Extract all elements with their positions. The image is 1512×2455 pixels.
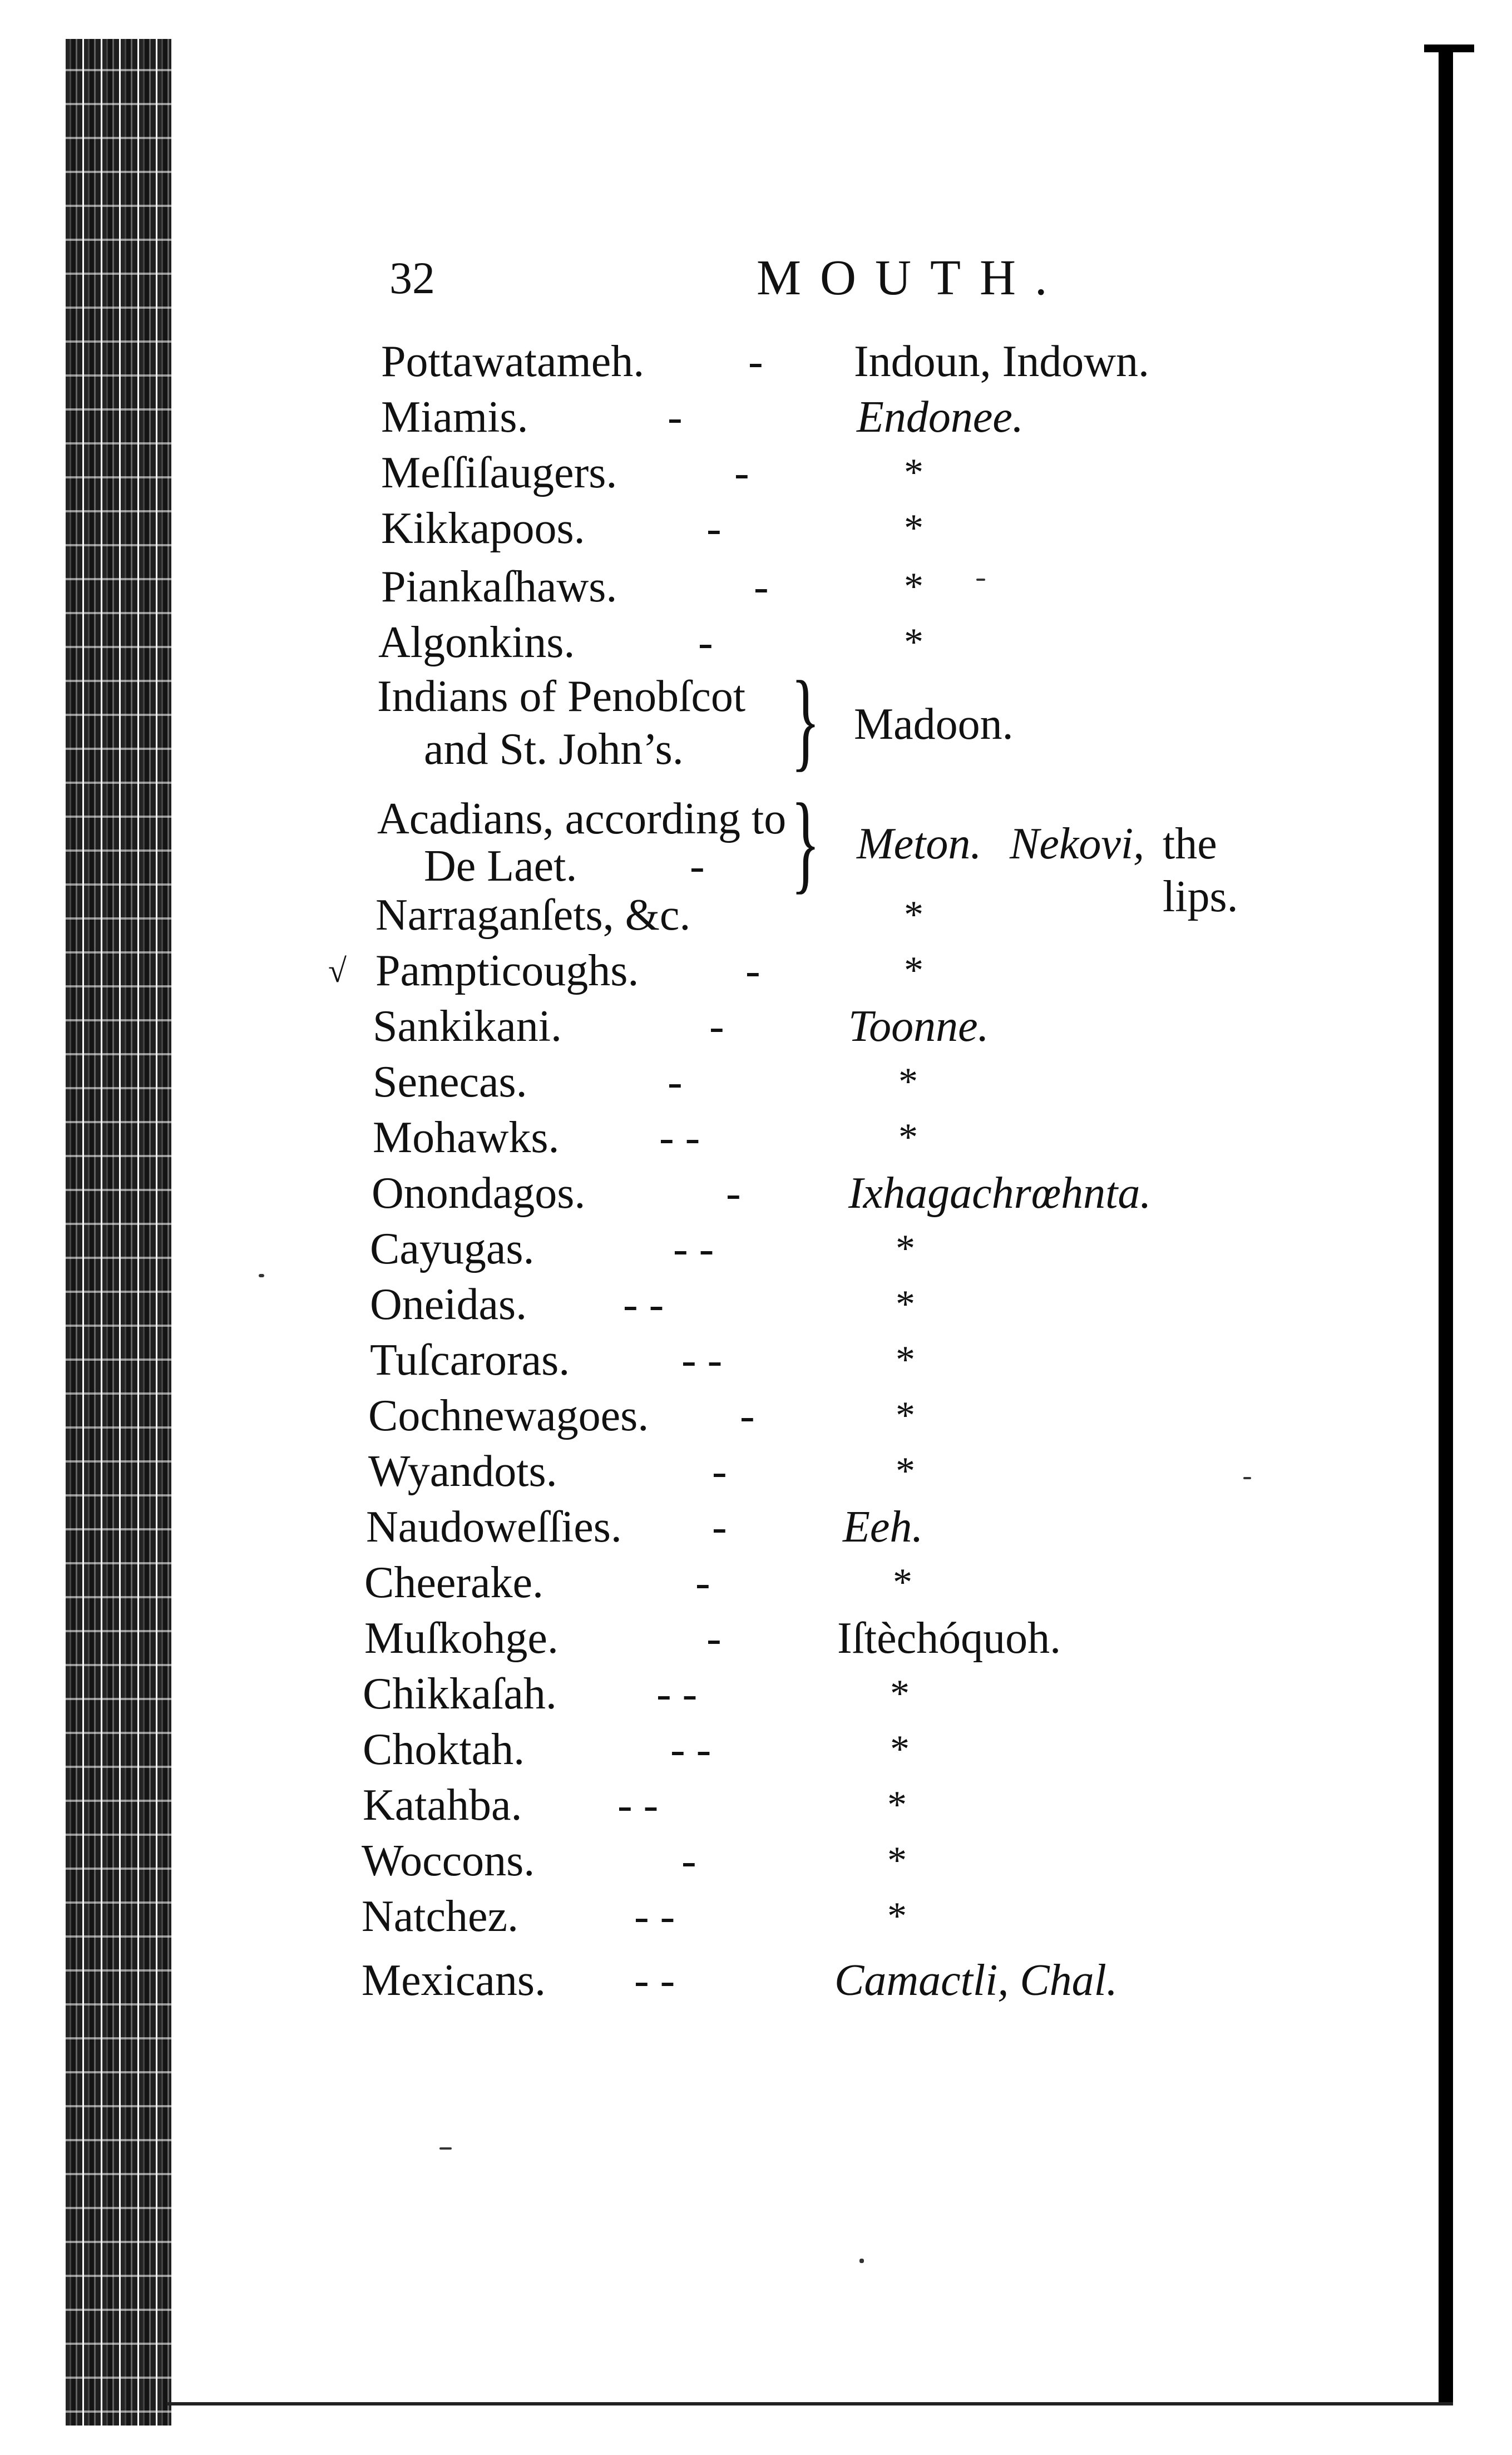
tribe-name: Cheerake. (364, 1558, 544, 1607)
tribe-name: Pampticoughs. (375, 946, 639, 995)
tribe-name: Algonkins. (378, 618, 575, 667)
mouth-word: Iſtèchóquoh. (837, 1614, 1061, 1663)
entry-row (0, 1833, 1113, 1894)
tribe-name: Meſſiſaugers. (381, 448, 617, 497)
entry-row (0, 1666, 1113, 1727)
entry-row (0, 501, 1113, 562)
entry-row (0, 1165, 1152, 1227)
mouth-word: Ixhagachrœhnta. (848, 1169, 1152, 1218)
tribe-name: Piankaſhaws. (381, 562, 617, 611)
tribe-name-line1: Indians of Penobſcot (377, 672, 746, 721)
running-title: MOUTH. (757, 250, 1066, 305)
tribe-name: Natchez. (362, 1892, 519, 1941)
entry-row (0, 1499, 1113, 1560)
ink-speck (1243, 1477, 1251, 1479)
mouth-word: Endonee. (857, 393, 1024, 442)
entry-row (0, 1388, 1113, 1449)
tribe-name: Chikkaſah. (363, 1669, 557, 1718)
dash-leader: - (712, 1447, 727, 1496)
word-unknown-marker: * (887, 1784, 907, 1826)
entry-row (0, 1555, 1113, 1616)
dash-leader: - - (670, 1725, 711, 1774)
tribe-name: Naudoweſſies. (366, 1503, 622, 1552)
page-header (0, 245, 1512, 312)
entry-row (0, 999, 1113, 1060)
ink-speck (976, 579, 985, 581)
word-unknown-marker: * (898, 1060, 918, 1103)
tribe-name: Pottawatameh. (381, 337, 645, 386)
margin-check-mark: √ (328, 952, 347, 989)
mouth-word: Madoon. (854, 700, 1014, 749)
tribe-name: Oneidas. (370, 1280, 527, 1329)
dash-leader: - (690, 842, 705, 891)
mouth-word: Toonne. (848, 1002, 989, 1051)
word-unknown-marker: * (896, 1394, 915, 1437)
entry-group-penobscot (0, 659, 1113, 782)
ink-speck (439, 2147, 452, 2150)
word-unknown-marker: * (890, 1728, 910, 1771)
word-unknown-marker: * (893, 1561, 912, 1604)
tribe-name: Wyandots. (368, 1447, 557, 1496)
dash-leader: - (748, 337, 763, 386)
entry-row (0, 943, 1113, 1004)
tribe-name: Senecas. (373, 1058, 527, 1107)
tribe-name: Kikkapoos. (381, 504, 585, 553)
brace-icon: } (790, 659, 821, 782)
mouth-word: Meton. (857, 819, 982, 868)
dash-leader: - (698, 618, 713, 667)
dash-leader: - (695, 1558, 710, 1607)
entry-row (0, 1221, 1113, 1282)
word-unknown-marker: * (896, 1450, 915, 1493)
entry-row (0, 559, 1113, 620)
dash-leader: - (726, 1169, 741, 1218)
tribe-name: Tuſcaroras. (370, 1336, 570, 1385)
entry-row (0, 1722, 1113, 1783)
mouth-word: Indoun, Indown. (854, 337, 1150, 386)
entry-row (0, 887, 1113, 949)
word-unknown-marker: * (904, 949, 923, 992)
mouth-word: Eeh. (843, 1503, 923, 1552)
mouth-word: Camactli, Chal. (834, 1956, 1118, 2005)
dash-leader: - - (673, 1224, 714, 1273)
entry-row (0, 1444, 1113, 1505)
page-edge-right (1439, 45, 1453, 2403)
tribe-name: Cayugas. (370, 1224, 535, 1273)
dash-leader: - - (634, 1956, 675, 2005)
ink-speck (859, 2259, 864, 2263)
dash-leader: - - (623, 1280, 664, 1329)
tribe-name: Choktah. (363, 1725, 525, 1774)
entry-row (0, 1054, 1113, 1115)
dash-leader: - (734, 448, 749, 497)
dash-leader: - - (656, 1669, 698, 1718)
tribe-name: Narraganſets, &c. (375, 891, 691, 940)
tribe-name: Miamis. (381, 393, 528, 442)
tribe-name-line2: and St. John’s. (424, 725, 684, 774)
dash-leader: - - (634, 1892, 675, 1941)
dash-leader: - (668, 1058, 683, 1107)
dash-leader: - (709, 1002, 724, 1051)
dash-leader: - (706, 1614, 722, 1663)
word-unknown-marker: * (896, 1227, 915, 1270)
word-unknown-marker: * (904, 565, 923, 608)
tribe-name-line2: De Laet. (424, 842, 577, 891)
entry-row (0, 1611, 1113, 1672)
dash-leader: - - (617, 1781, 659, 1830)
brace-icon: } (790, 781, 821, 904)
word-unknown-marker: * (887, 1839, 907, 1882)
page-edge-bottom (167, 2402, 1453, 2405)
word-unknown-marker: * (904, 621, 923, 664)
dash-leader: - (740, 1391, 755, 1440)
tribe-name: Mexicans. (362, 1956, 546, 2005)
word-unknown-marker: * (887, 1895, 907, 1938)
word-unknown-marker: * (904, 451, 923, 494)
word-unknown-marker: * (904, 893, 923, 936)
dash-leader: - (681, 1836, 696, 1885)
entry-row (0, 334, 1150, 395)
word-unknown-marker: * (896, 1338, 915, 1381)
dash-leader: - (706, 504, 722, 553)
dash-leader: - (745, 946, 760, 995)
dash-leader: - (754, 562, 769, 611)
tribe-name: Cochnewagoes. (368, 1391, 649, 1440)
tribe-name-line1: Acadians, according to (377, 794, 787, 843)
page-number: 32 (389, 253, 435, 303)
word-unknown-marker: * (890, 1672, 910, 1715)
mouth-word-alt: Nekovi, (1010, 819, 1145, 868)
dash-leader: - - (659, 1113, 700, 1162)
tribe-name: Mohawks. (373, 1113, 560, 1162)
entry-row (0, 1277, 1113, 1338)
entry-row (0, 1332, 1113, 1394)
word-unknown-marker: * (904, 507, 923, 550)
tribe-name: Katahba. (363, 1781, 522, 1830)
tribe-name: Woccons. (362, 1836, 535, 1885)
entry-row (0, 1953, 1118, 2014)
tribe-name: Muſkohge. (364, 1614, 559, 1663)
word-unknown-marker: * (896, 1283, 915, 1326)
dash-leader: - (668, 393, 683, 442)
dash-leader: - - (681, 1336, 723, 1385)
ink-speck (259, 1274, 264, 1277)
tribe-name: Onondagos. (372, 1169, 586, 1218)
entry-row (0, 1777, 1113, 1839)
entry-row (0, 1889, 1113, 1950)
entry-row (0, 1110, 1113, 1171)
word-unknown-marker: * (898, 1116, 918, 1159)
mouth-word-gloss: the lips. (1163, 819, 1238, 921)
entry-row (0, 389, 1113, 451)
entry-row (0, 445, 1113, 506)
dash-leader: - (712, 1503, 727, 1552)
tribe-name: Sankikani. (373, 1002, 562, 1051)
entry-row (0, 615, 1113, 676)
